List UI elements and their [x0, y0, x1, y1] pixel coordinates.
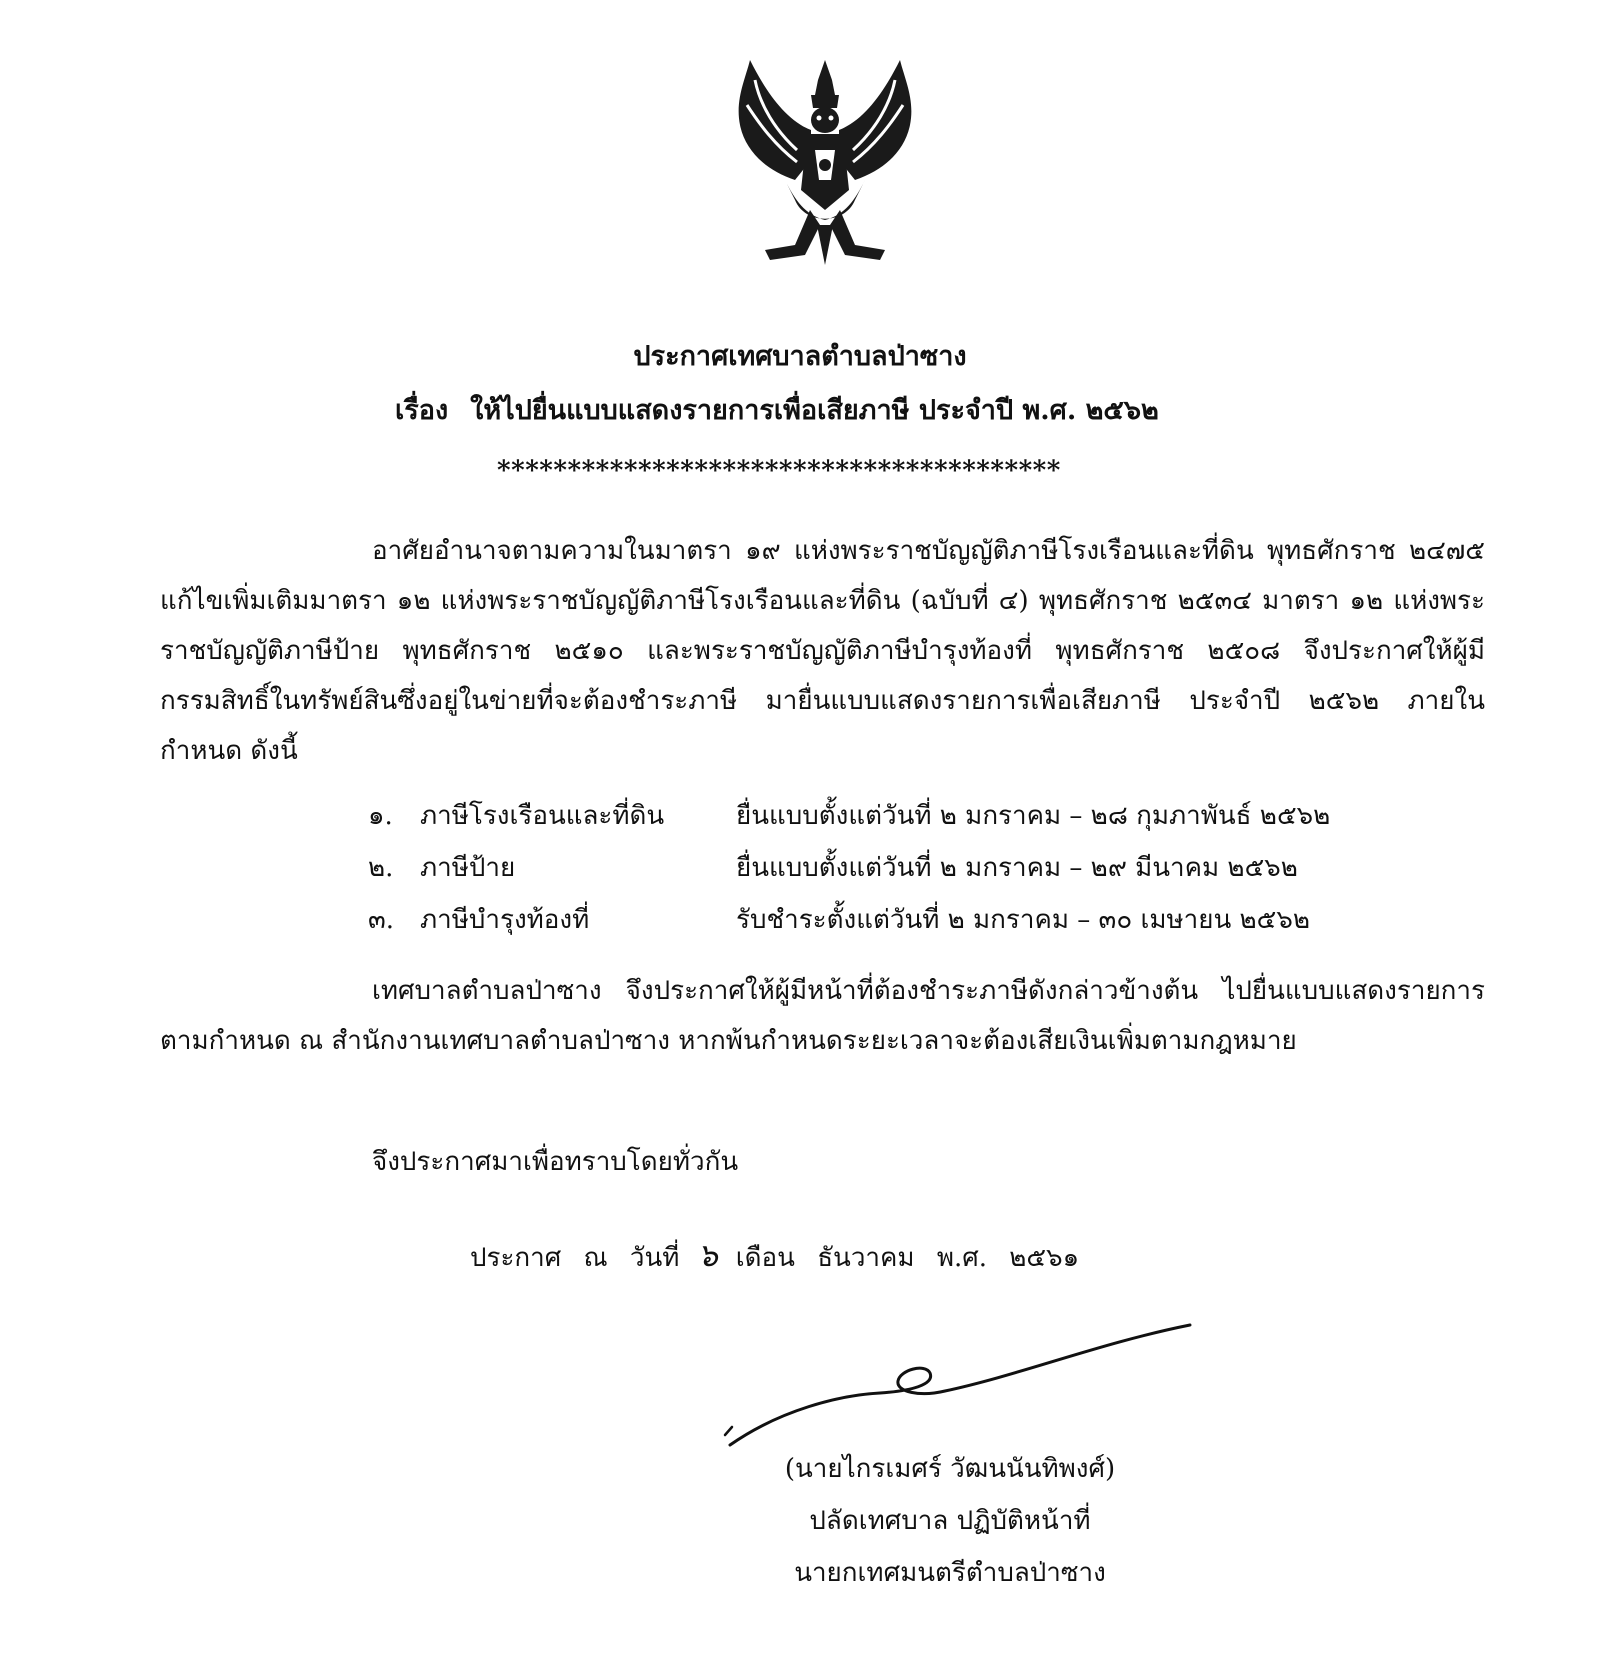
item-name: ภาษีบำรุงท้องที่	[420, 905, 590, 935]
subject-line	[395, 388, 1159, 431]
dateline-prefix: ประกาศ ณ วันที่	[470, 1243, 680, 1273]
closing-line: จึงประกาศมาเพื่อทราบโดยทั่วกัน	[372, 1147, 739, 1177]
body-paragraph-2: เทศบาลตำบลป่าซาง จึงประกาศให้ผู้มีหน้าที่ต้องชำระภาษีดังกล่าวข้างต้น ไปยื่นแบบแสดงรายการตามกำหนด ณ สำนักงานเทศบาลตำบลป่าซาง หากพ้นกำหนดระยะเวลาจะต้องเสียเงินเพิ่มตามกฎหมาย	[160, 976, 1485, 1056]
body-paragraph-1: อาศัยอำนาจตามความในมาตรา ๑๙ แห่งพระราชบัญญัติภาษีโรงเรือนและที่ดิน พุทธศักราช ๒๔๗๕ แก้ไขเพิ่มเติมมาตรา ๑๒ แห่งพระราชบัญญัติภาษีโรงเรือนและที่ดิน (ฉบับที่ ๔) พุทธศักราช ๒๕๓๔ มาตรา ๑๒ แห่งพระราชบัญญัติภาษีป้าย พุทธศักราช ๒๕๑๐ และพระราชบัญญัติภาษีบำรุงท้องที่ พุทธศักราช ๒๕๐๘ จึงประกาศให้ผู้มีกรรมสิทธิ์ในทรัพย์สินซึ่งอยู่ในข่ายที่จะต้องชำระภาษี มายื่นแบบแสดงรายการเพื่อเสียภาษี ประจำปี ๒๕๖๒ ภายในกำหนด ดังนี้	[160, 536, 1485, 766]
item-name: ภาษีโรงเรือนและที่ดิน	[420, 801, 665, 831]
separator-line: ****************************************	[497, 456, 1061, 486]
dateline	[470, 1230, 1079, 1281]
item-period: รับชำระตั้งแต่วันที่ ๒ มกราคม – ๓๐ เมษายน ๒๕๖๒	[736, 905, 1310, 935]
tax-item	[368, 899, 1310, 940]
signer-position: ปลัดเทศบาล ปฏิบัติหน้าที่	[809, 1506, 1091, 1536]
dateline-month-year: เดือน ธันวาคม พ.ศ. ๒๕๖๑	[735, 1243, 1080, 1273]
signer-name: (นายไกรเมศร์ วัฒนนันทิพงศ์)	[784, 1454, 1116, 1484]
item-period: ยื่นแบบตั้งแต่วันที่ ๒ มกราคม – ๒๙ มีนาคม ๒๕๖๒	[736, 853, 1298, 883]
announcement-title: ประกาศเทศบาลตำบลป่าซาง	[633, 341, 967, 372]
tax-item	[368, 795, 1330, 836]
item-number: ๑.	[368, 801, 393, 831]
item-period: ยื่นแบบตั้งแต่วันที่ ๒ มกราคม – ๒๘ กุมภาพันธ์ ๒๕๖๒	[736, 801, 1331, 831]
signature-icon	[720, 1315, 1200, 1455]
item-name: ภาษีป้าย	[420, 853, 516, 883]
item-number: ๒.	[368, 853, 394, 883]
tax-item	[368, 847, 1298, 888]
subject-label: เรื่อง	[395, 395, 449, 426]
signer-acting-position: นายกเทศมนตรีตำบลป่าซาง	[794, 1558, 1106, 1588]
subject-text: ให้ไปยื่นแบบแสดงรายการเพื่อเสียภาษี ประจำปี พ.ศ. ๒๕๖๒	[470, 395, 1159, 426]
garuda-emblem-icon	[725, 50, 925, 270]
item-number: ๓.	[368, 905, 395, 935]
dateline-day: ๖	[697, 1236, 718, 1274]
